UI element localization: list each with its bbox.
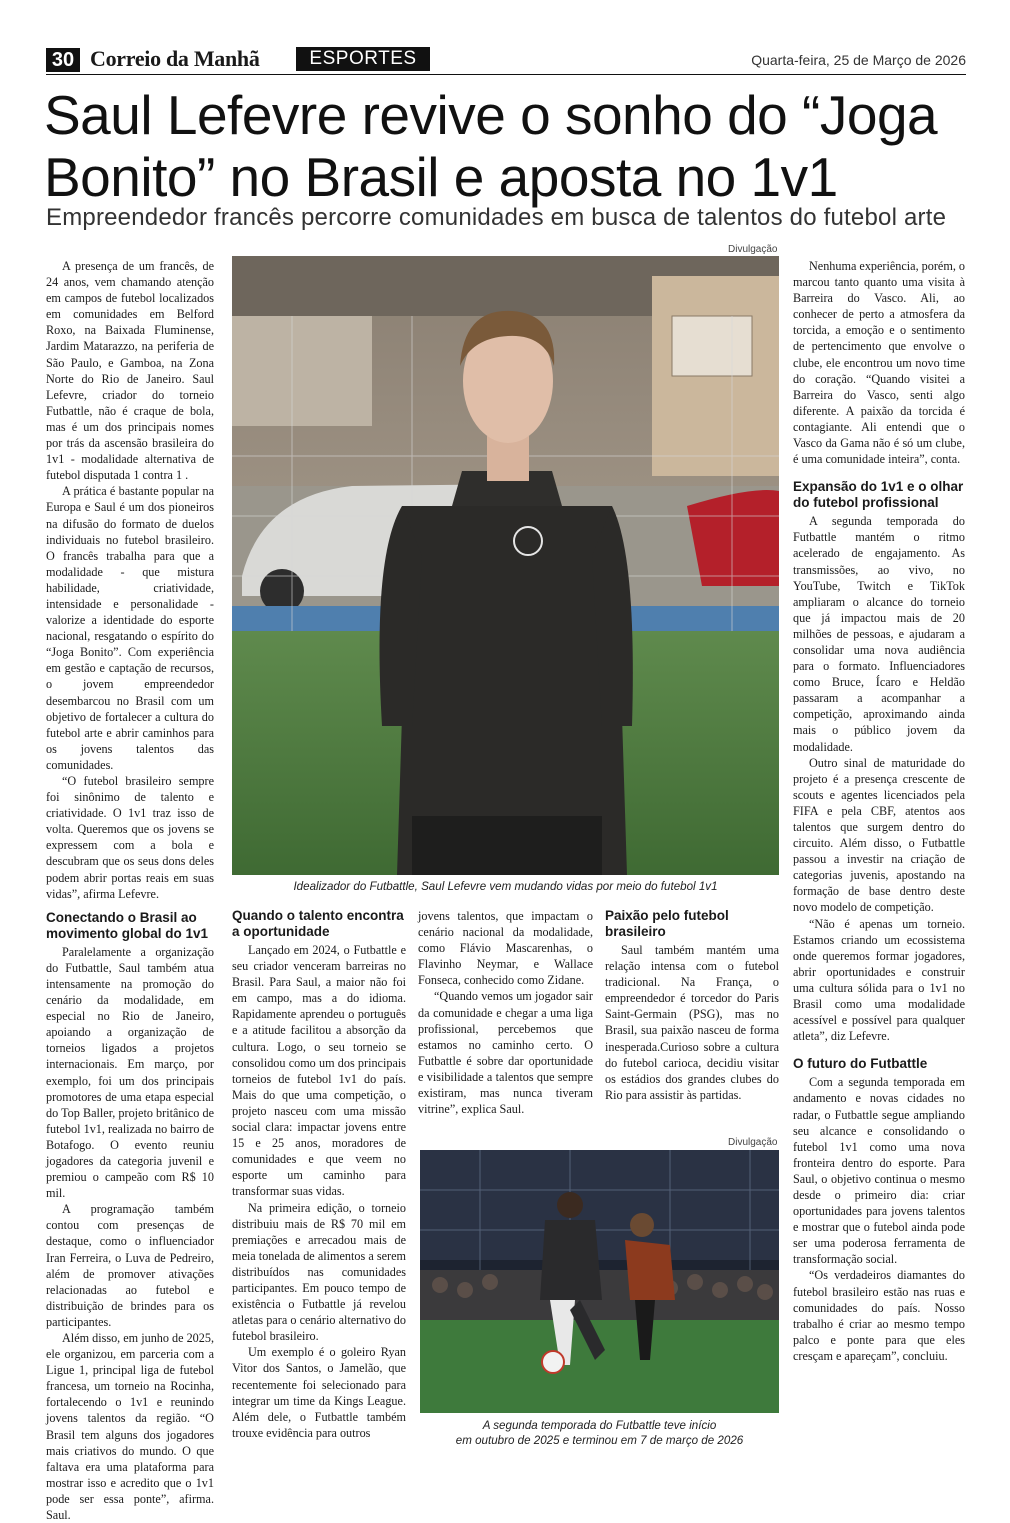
photo-caption: Idealizador do Futbattle, Saul Lefevre vem mudando vidas por meio do futebol 1v1 xyxy=(293,880,718,893)
photo-credit: Divulgação xyxy=(728,1137,778,1148)
paragraph: Saul também mantém uma relação intensa com o futebol tradicional. Na França, o empreendedor é torcedor do Paris Saint-Germain (PSG), mas no Brasil, sua paixão nasceu de forma inesperada.Curioso sobre a cultura do futebol carioca, decidiu visitar os estádios dos grandes clubes do Rio para assistir às partidas. xyxy=(605,943,779,1102)
paragraph: Na primeira edição, o torneio distribuiu mais de R$ 70 mil em premiações e arrecadou mais de meia tonelada de alimentos a serem distribuídos nas comunidades participantes. Em pouco tempo de existência o Futbattle já revelou atletas para o cenário alternativo do futebol brasileiro. xyxy=(232,1200,406,1344)
subheading: O futuro do Futbattle xyxy=(793,1056,928,1072)
subheading: Quando o talento encontra a oportunidade xyxy=(232,908,404,939)
paragraph: jovens talentos, que impactam o cenário nacional da modalidade, como Flávio Mascarenhas, o Flavinho Neymar, e Wallace Fonseca, conhecido como Zidane. xyxy=(418,909,593,988)
paragraph: “Quando vemos um jogador sair da comunidade e chegar a uma liga profissional, percebemos que estamos no caminho certo. O Futbattle é sobre dar oportunidade e visibilidade a talentos que sempre existiram, mas nunca tiveram vitrine”, explica Saul. xyxy=(418,989,593,1117)
photo-caption xyxy=(420,1418,779,1448)
paragraph: “O futebol brasileiro sempre foi sinônimo de talento e criatividade. O 1v1 traz isso de volta. Queremos que os jovens se expressem com a bola e descubram que os seus dons deles podem abrir portas reais em suas vidas”, afirma Lefevre. xyxy=(46,774,214,901)
paragraph: “Não é apenas um torneio. Estamos criando um ecossistema onde queremos formar jogadores, abrir oportunidades e construir uma cultura sólida para o 1v1 no Brasil como uma modalidade acessível e possível para qualquer atleta”, diz Lefevre. xyxy=(793,916,965,1044)
paragraph: Um exemplo é o goleiro Ryan Vitor dos Santos, o Jamelão, que recentemente foi selecionado para integrar um time da Kings League. Além dele, o Futbattle também trouxe evidência para outros xyxy=(232,1345,406,1440)
article-column-2 xyxy=(232,908,406,1441)
subheading: Expansão do 1v1 e o olhar do futebol profissional xyxy=(793,479,964,511)
paragraph: “Os verdadeiros diamantes do futebol brasileiro estão nas ruas e comunidades do país. Nosso trabalho é criar ao mesmo tempo palco e ponte para que eles cresçam e apareçam”, concluiu. xyxy=(793,1268,965,1363)
portrait-photo-illustration xyxy=(232,256,779,875)
secondary-photo xyxy=(420,1150,779,1413)
article-column-1 xyxy=(46,258,214,1523)
paragraph: Além disso, em junho de 2025, ele organizou, em parceria com a Ligue 1, principal liga de futebol francesa, um torneio na Rocinha, fortalecendo o 1v1 e reunindo jovens talentos da região. “O Brasil tem alguns dos jogadores mais criativos do mundo. O que faltava era uma plataforma para mostrar isso e acredito que o 1v1 pode ser essa ponte”, afirma. Saul. xyxy=(46,1331,214,1523)
paragraph: A prática é bastante popular na Europa e Saul é um dos pioneiros na difusão do formato de duelos individuais no futebol brasileiro. O francês trabalha para que a modalidade - que mistura habilidade, criatividade, intensidade e personalidade - valorize a identidade do esporte nacional, resgatando o espírito do “Joga Bonito”. Com experiência em gestão e captação de recursos, o jovem empreendedor desembarcou no Brasil com um objetivo de fortalecer a cultura do futebol arte e abrir caminhos para os jovens talentos das comunidades. xyxy=(46,484,214,772)
article-column-3 xyxy=(418,908,593,1117)
caption-line: A segunda temporada do Futbattle teve início xyxy=(482,1419,717,1432)
paragraph: A segunda temporada do Futbattle mantém o ritmo acelerado de engajamento. As transmissões, ao vivo, no YouTube, Twitch e TikTok ampliaram o alcance do torneio que já impactou mais de 20 milhões de pessoas, e ajudaram a consolidar uma nova audiência para o formato. Influenciadores como Bruce, Ícaro e Heldão passaram a acompanhar a competição, aproximando ainda mais o público jovem da modalidade. xyxy=(793,514,965,754)
caption-line: em outubro de 2025 e terminou em 7 de março de 2026 xyxy=(455,1434,744,1447)
article-column-4 xyxy=(605,908,779,1103)
masthead-logo: Correio da Manhã xyxy=(90,46,260,71)
paragraph: Paralelamente a organização do Futbattle, Saul também atua intensamente na promoção do cenário da modalidade, em especial no Rio de Janeiro, apoiando a organização de torneios ligados a projetos internacionais. Em março, por exemplo, foi um dos principais promotores de uma etapa especial do Top Baller, projeto britânico de futebol 1v1, realizada no bairro de Botafogo. O evento reuniu jogadores da categoria juvenil e premiou o campeão com R$ 10 mil. xyxy=(46,944,214,1201)
paragraph: A programação também contou com presenças de destaque, como o influenciador Iran Ferreira, o Luva de Pedreiro, além de promover ativações relacionadas ao futebol e distribuição de brindes para os participantes. xyxy=(46,1202,214,1329)
issue-date: Quarta-feira, 25 de Março de 2026 xyxy=(751,52,966,68)
page-number: 30 xyxy=(46,48,80,72)
subheading: Conectando o Brasil ao movimento global do 1v1 xyxy=(46,909,209,941)
page-header xyxy=(0,0,1010,75)
main-photo xyxy=(232,256,779,875)
subheading: Paixão pelo futebol brasileiro xyxy=(605,908,729,939)
deck-subtitle: Empreendedor francês percorre comunidades em busca de talentos do futebol arte xyxy=(46,204,947,231)
paragraph: Com a segunda temporada em andamento e novas cidades no radar, o Futbattle segue ampliando seu alcance e consolidando o futebol 1v1 como uma nova fronteira dentro do esporte. Para Saul, o objetivo continua o mesmo desde o primeiro dia: criar oportunidades para jovens talentos e mostrar que o futebol ainda pode ser uma poderosa ferramenta de transformação social. xyxy=(793,1075,965,1267)
paragraph: Outro sinal de maturidade do projeto é a presença crescente de scouts e agentes licenciados pela FIFA e pela CBF, atentos aos talentos que surgem dentro do circuito. Além disso, o Futbattle passou a investir na criação de categorias juvenis, apostando na formação de base dentro deste novo modelo de competição. xyxy=(793,755,965,915)
header-rule xyxy=(46,74,966,75)
paragraph: Nenhuma experiência, porém, o marcou tanto quanto uma visita à Barreira do Vasco. Ali, ao conhecer de perto a atmosfera da torcida, a emoção e o sentimento de pertencimento que envolve o clube, ele encontrou um novo time do coração. “Quando visitei a Barreira do Vasco, senti algo diferente. A paixão da torcida é contagiante. Ali entendi que o Vasco da Gama não é só um clube, é uma comunidade inteira”, conta. xyxy=(793,259,966,467)
article-column-5 xyxy=(793,258,965,1364)
photo-credit: Divulgação xyxy=(728,244,778,255)
paragraph: A presença de um francês, de 24 anos, vem chamando atenção em campos de futebol localizados em comunidades em Belford Roxo, na Baixada Fluminense, Jardim Matarazzo, na periferia de São Paulo, e Gamboa, na Zona Norte do Rio de Janeiro. Saul Lefevre, criador do torneio Futbattle, não é craque de bola, mas é um dos principais nomes por trás da ascensão brasileira do 1v1 - modalidade alternativa de futebol disputada 1 contra 1 . xyxy=(46,259,214,483)
paragraph: Lançado em 2024, o Futbattle e seu criador venceram barreiras no Brasil. Para Saul, a maior não foi em campo, mas a do idioma. Rapidamente aprendeu o português e a atitude facilitou a absorção da cultura. Logo, o seu torneio se consolidou como um dos principais torneios de futebol 1v1 do país. Mais do que uma competição, o projeto nasceu com uma missão social clara: impactar jovens entre 15 e 25 anos, moradores de comunidades e que veem no esporte um caminho para transformar suas vidas. xyxy=(232,943,406,1199)
headline: Saul Lefevre revive o sonho do “Joga Bonito” no Brasil e aposta no 1v1 xyxy=(44,84,938,208)
section-label: ESPORTES xyxy=(296,47,430,71)
match-photo-illustration xyxy=(420,1150,779,1413)
